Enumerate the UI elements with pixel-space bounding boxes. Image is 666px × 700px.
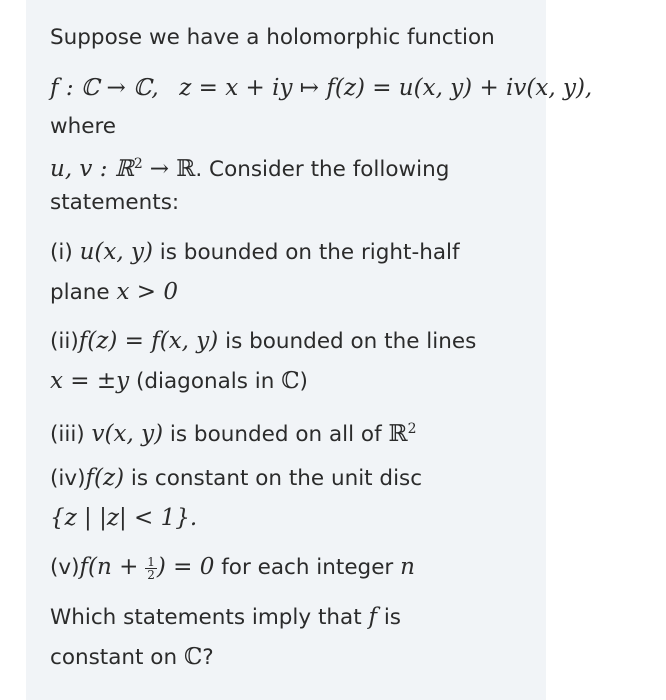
- statement-iv-math-f: f(z): [85, 465, 125, 491]
- statement-iv-math-disc: {z | |z| < 1}.: [50, 505, 198, 531]
- statement-v-fraction: [145, 556, 157, 581]
- statement-v-line: [50, 553, 415, 582]
- statement-iii-line: [50, 415, 417, 449]
- statements-line: [50, 189, 179, 217]
- statement-iv-label: (iv): [50, 466, 86, 491]
- statement-i-line-2: [50, 278, 178, 307]
- formula-decomposition: z = x + iy ↦ f(z) = u(x, y) + iv(x, y),: [179, 75, 593, 101]
- statement-ii-text: is bounded on the lines: [225, 329, 477, 354]
- uv-codomain: → ℝ: [149, 156, 196, 183]
- statement-iii-math-v: v(x, y): [91, 421, 164, 448]
- question-line-1: [50, 603, 401, 632]
- statement-iv-text: is constant on the unit disc: [130, 466, 423, 491]
- statement-i-label: (i): [50, 240, 73, 265]
- statement-i-math-u: u(x, y): [79, 239, 153, 265]
- question-text-2: is: [383, 605, 402, 630]
- question-text-3: constant on: [50, 645, 178, 670]
- statement-v-text: for each integer: [221, 555, 394, 580]
- where-line: [50, 113, 116, 141]
- statement-iii-label: (iii): [50, 422, 85, 448]
- uv-line: [50, 150, 449, 184]
- statement-iii-exponent: 2: [407, 421, 417, 437]
- statement-iii-text: is bounded on all of: [169, 422, 382, 448]
- where-word: where: [50, 114, 117, 139]
- statement-ii-text-2: (diagonals in: [135, 369, 275, 394]
- statement-iv-line-2: [50, 504, 197, 533]
- statement-v-math-n: n: [400, 554, 415, 580]
- statement-ii-line-1: [50, 327, 476, 356]
- statement-i-line-1: [50, 238, 460, 267]
- statement-i-math-halfplane: x > 0: [116, 279, 178, 305]
- intro-text: Suppose we have a holomorphic function: [50, 25, 495, 50]
- statements-word: statements:: [50, 190, 180, 215]
- question-math-c: ℂ: [183, 644, 203, 670]
- statement-ii-label: (ii): [50, 329, 79, 354]
- uv-text: . Consider the following: [195, 157, 450, 183]
- fraction-numerator: 1: [147, 554, 155, 569]
- question-text-1: Which statements imply that: [50, 605, 362, 630]
- statement-iv-line-1: [50, 464, 422, 493]
- intro-line-1: [50, 24, 495, 52]
- function-definition: [50, 74, 592, 103]
- statement-ii-close-paren: ): [299, 369, 308, 394]
- statement-ii-math-c: ℂ: [281, 368, 300, 394]
- statement-ii-math-diagonals: x = ±y: [50, 368, 130, 394]
- uv-exponent: 2: [133, 156, 143, 172]
- statement-v-math-zero: ) = 0: [156, 554, 215, 580]
- statement-ii-math-f: f(z) = f(x, y): [78, 328, 219, 354]
- statement-v-label: (v): [50, 555, 80, 580]
- question-mark: ?: [202, 645, 214, 670]
- question-line-2: [50, 643, 214, 672]
- formula-map: f : ℂ → ℂ,: [50, 75, 159, 101]
- statement-i-text: is bounded on the right-half: [159, 240, 460, 265]
- statement-iii-math-r: ℝ: [388, 421, 408, 448]
- statement-i-text-2: plane: [50, 280, 110, 305]
- fraction-denominator: 2: [147, 567, 155, 582]
- statement-v-math-f: f(n +: [79, 554, 139, 580]
- uv-math: u, v : ℝ: [50, 156, 134, 183]
- question-math-f: f: [368, 604, 377, 630]
- statement-ii-line-2: [50, 367, 308, 396]
